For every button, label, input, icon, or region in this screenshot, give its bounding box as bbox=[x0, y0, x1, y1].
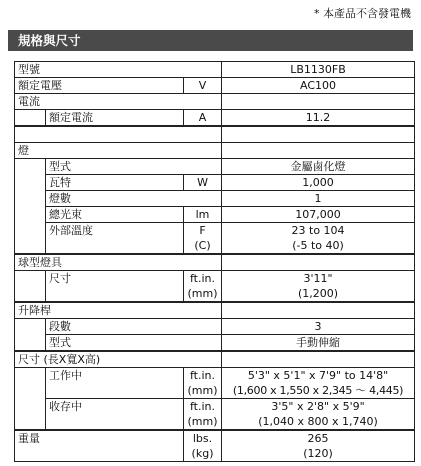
spec-table bbox=[14, 61, 415, 462]
table-row bbox=[15, 399, 415, 415]
spec-unit: ft.in. bbox=[184, 399, 222, 415]
spec-value: 3'11" bbox=[222, 271, 415, 287]
spec-label: 段數 bbox=[46, 319, 222, 335]
spec-unit: ft.in. bbox=[184, 271, 222, 287]
spec-value: 265 bbox=[222, 430, 415, 446]
spec-value: 1,000 bbox=[222, 175, 415, 191]
table-row bbox=[15, 302, 415, 319]
spec-value: 23 to 104 bbox=[222, 223, 415, 239]
table-row bbox=[15, 78, 415, 94]
spec-unit: lm bbox=[184, 207, 222, 223]
spec-unit: V bbox=[184, 78, 222, 94]
spec-label: 型式 bbox=[46, 335, 222, 352]
table-row bbox=[15, 94, 415, 110]
spec-value: 107,000 bbox=[222, 207, 415, 223]
spec-unit: (mm) bbox=[184, 383, 222, 399]
spec-label: 型式 bbox=[46, 159, 222, 175]
spec-value: 3 bbox=[222, 319, 415, 335]
spec-group-label: 燈 bbox=[15, 143, 222, 159]
spec-unit: lbs. bbox=[184, 430, 222, 446]
table-row bbox=[15, 126, 415, 143]
spec-label: 尺寸 bbox=[46, 271, 184, 303]
spec-value: (1,040 x 800 x 1,740) bbox=[222, 414, 415, 430]
spec-label: 燈數 bbox=[46, 191, 222, 207]
table-row bbox=[15, 335, 415, 352]
table-row bbox=[15, 159, 415, 175]
section-title: 規格與尺寸 bbox=[8, 30, 413, 51]
spec-unit: W bbox=[184, 175, 222, 191]
spec-unit: ft.in. bbox=[184, 368, 222, 384]
table-row bbox=[15, 271, 415, 287]
spec-unit: (mm) bbox=[184, 414, 222, 430]
table-row bbox=[15, 319, 415, 335]
spec-label: 重量 bbox=[15, 430, 184, 462]
spec-label: 額定電流 bbox=[46, 110, 184, 127]
spec-label: 額定電壓 bbox=[15, 78, 184, 94]
spec-value: 金屬鹵化燈 bbox=[222, 159, 415, 175]
spec-unit: (kg) bbox=[184, 446, 222, 462]
spec-group-label: 球型燈具 bbox=[15, 254, 222, 271]
spec-label: 外部溫度 bbox=[46, 223, 184, 255]
spec-value: AC100 bbox=[222, 78, 415, 94]
table-row bbox=[15, 62, 415, 78]
spec-value: 11.2 bbox=[222, 110, 415, 127]
spec-unit: (C) bbox=[184, 238, 222, 254]
spec-group-label: 電流 bbox=[15, 94, 222, 110]
table-row bbox=[15, 191, 415, 207]
spec-value: 5'3" x 5'1" x 7'9" to 14'8" bbox=[222, 368, 415, 384]
table-row bbox=[15, 223, 415, 239]
spec-value: (120) bbox=[222, 446, 415, 462]
spec-label: 瓦特 bbox=[46, 175, 184, 191]
table-row bbox=[15, 207, 415, 223]
table-row bbox=[15, 351, 415, 368]
table-row bbox=[15, 143, 415, 159]
spec-label: 收存中 bbox=[46, 399, 184, 431]
spec-unit: F bbox=[184, 223, 222, 239]
spec-label: 總光束 bbox=[46, 207, 184, 223]
spec-group-label: 尺寸 (長X寬X高) bbox=[15, 351, 222, 368]
spec-label: 工作中 bbox=[46, 368, 184, 399]
spec-value: 3'5" x 2'8" x 5'9" bbox=[222, 399, 415, 415]
table-row bbox=[15, 430, 415, 446]
table-row bbox=[15, 110, 415, 127]
spec-value: (1,600 x 1,550 x 2,345 ～ 4,445) bbox=[222, 383, 415, 399]
spec-value: LB1130FB bbox=[222, 62, 415, 78]
spec-unit: (mm) bbox=[184, 286, 222, 302]
table-row bbox=[15, 254, 415, 271]
spec-group-label: 升降桿 bbox=[15, 302, 222, 319]
spec-value: 手動伸縮 bbox=[222, 335, 415, 352]
table-row bbox=[15, 175, 415, 191]
spec-value: 1 bbox=[222, 191, 415, 207]
spec-unit: A bbox=[184, 110, 222, 127]
spec-label: 型號 bbox=[15, 62, 222, 78]
disclaimer-note: * 本產品不含發電機 bbox=[314, 7, 411, 20]
table-row bbox=[15, 368, 415, 384]
spec-value: (-5 to 40) bbox=[222, 238, 415, 254]
spec-value: (1,200) bbox=[222, 286, 415, 302]
